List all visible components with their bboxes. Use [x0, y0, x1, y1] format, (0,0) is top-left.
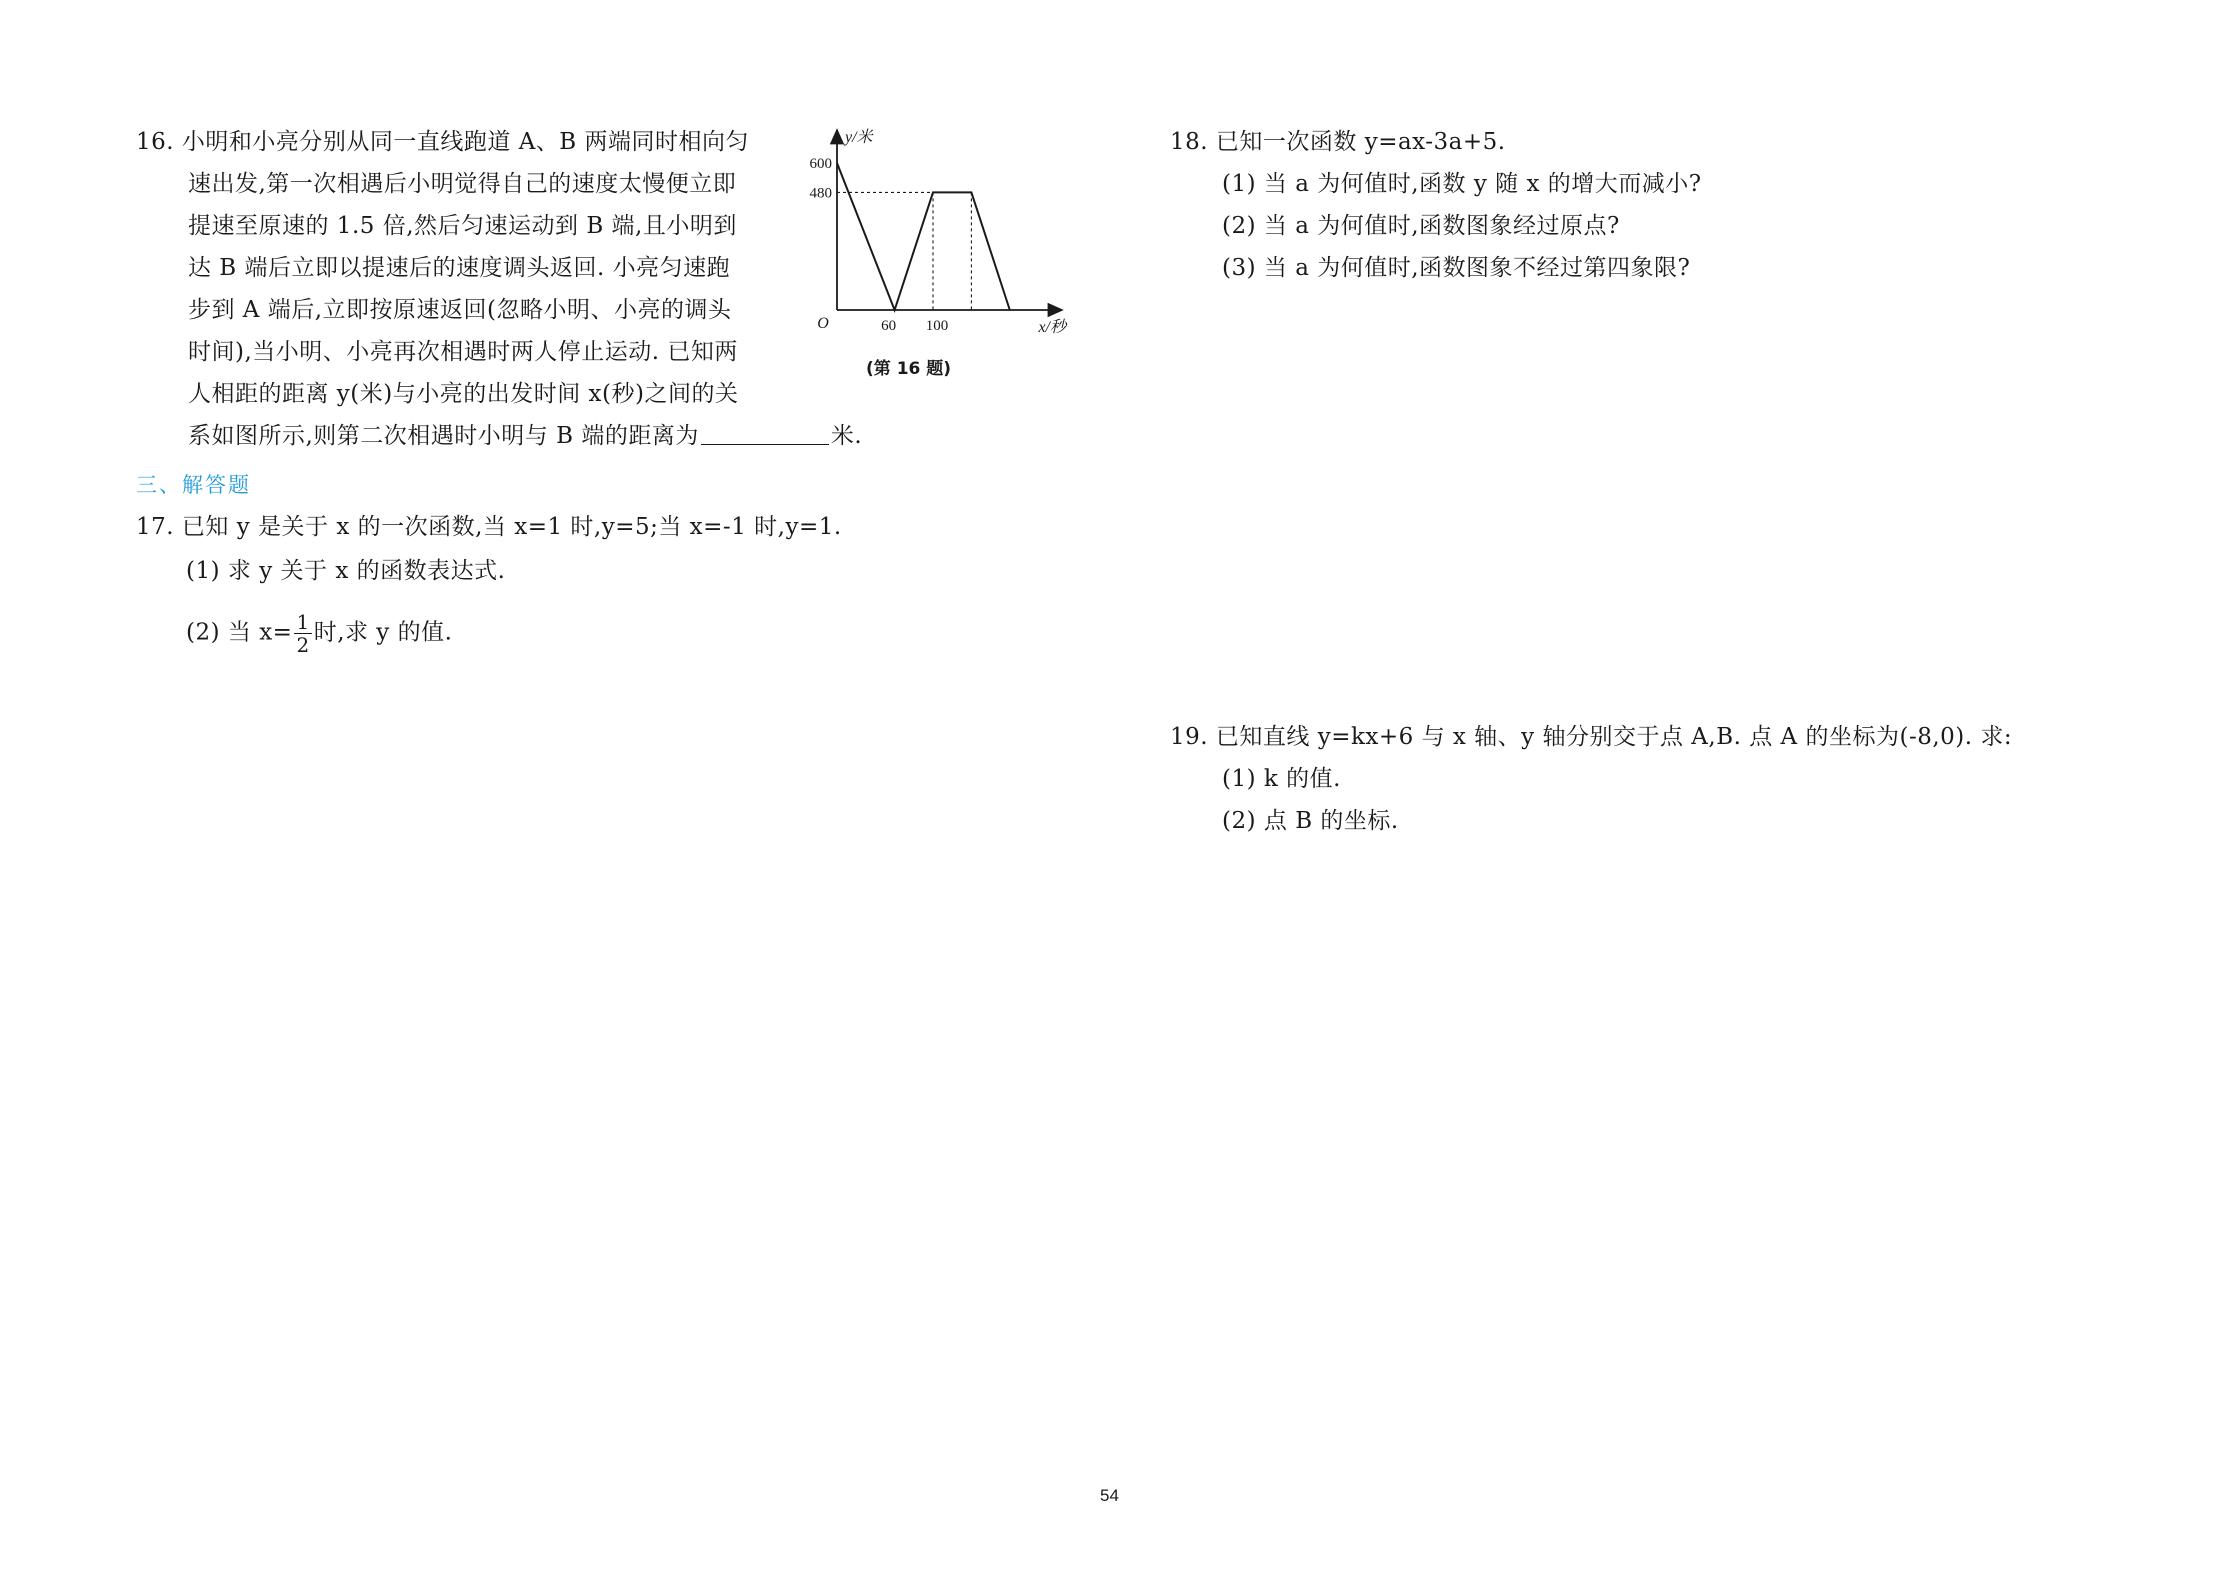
y-tick-label-600: 600 — [809, 156, 832, 172]
q17-part2-prefix: (2) 当 x= — [186, 619, 293, 646]
q17-part2-suffix: 时,求 y 的值. — [313, 619, 453, 646]
origin-label: O — [817, 315, 829, 332]
chart-labels — [810, 128, 1069, 336]
q18-part3: (3) 当 a 为何值时,函数图象不经过第四象限? — [1222, 255, 1691, 281]
q18-part1: (1) 当 a 为何值时,函数 y 随 x 的增大而减小? — [1222, 171, 1702, 197]
q16-line-5: 步到 A 端后,立即按原速返回(忽略小明、小亮的调头 — [188, 297, 732, 323]
y-tick-label-480: 480 — [809, 185, 832, 202]
q18-part2: (2) 当 a 为何值时,函数图象经过原点? — [1222, 213, 1620, 239]
page-number: 54 — [1100, 1486, 1119, 1505]
q19-part1: (1) k 的值. — [1222, 766, 1341, 792]
chart-guides — [837, 192, 971, 310]
x-tick-label-100: 100 — [925, 318, 949, 334]
q16-last-unit: 米. — [830, 423, 863, 449]
q16-line-2: 速出发,第一次相遇后小明觉得自己的速度太慢便立即 — [188, 171, 737, 197]
answer-blank[interactable] — [701, 422, 829, 445]
y-axis-label: y/米 — [845, 129, 873, 146]
q16-last-text: 系如图所示,则第二次相遇时小明与 B 端的距离为 — [188, 423, 699, 449]
x-tick-label-60: 60 — [881, 318, 897, 334]
q16-line-1: 16. 小明和小亮分别从同一直线跑道 A、B 两端同时相向匀 — [136, 129, 750, 155]
q16-line-8 — [188, 421, 862, 451]
section-heading: 三、解答题 — [136, 473, 251, 497]
q19-part2: (2) 点 B 的坐标. — [1222, 808, 1399, 834]
q16-line-7: 人相距的距离 y(米)与小亮的出发时间 x(秒)之间的关 — [188, 381, 739, 407]
fraction-one-half — [294, 612, 311, 655]
q19-stem: 19. 已知直线 y=kx+6 与 x 轴、y 轴分别交于点 A,B. 点 A 的坐标为(-8,0). 求: — [1170, 724, 2013, 750]
chart-axes — [837, 130, 1062, 310]
fraction-denominator: 2 — [296, 633, 310, 657]
q16-line-4: 达 B 端后立即以提速后的速度调头返回. 小亮匀速跑 — [188, 255, 731, 281]
chart-series-line — [837, 163, 1010, 310]
q17-stem: 17. 已知 y 是关于 x 的一次函数,当 x=1 时,y=5;当 x=-1 时,y=1. — [136, 514, 842, 540]
q16-line-6: 时间),当小明、小亮再次相遇时两人停止运动. 已知两 — [188, 339, 738, 365]
q18-stem: 18. 已知一次函数 y=ax-3a+5. — [1170, 129, 1506, 155]
fraction-numerator: 1 — [296, 610, 310, 634]
q17-part1: (1) 求 y 关于 x 的函数表达式. — [186, 558, 506, 584]
q16-line-3: 提速至原速的 1.5 倍,然后匀速运动到 B 端,且小明到 — [188, 213, 737, 239]
q16-chart — [800, 120, 1070, 340]
x-axis-label: x/秒 — [1038, 319, 1066, 336]
chart-caption: (第 16 题) — [866, 359, 952, 379]
q17-part2 — [186, 612, 452, 655]
